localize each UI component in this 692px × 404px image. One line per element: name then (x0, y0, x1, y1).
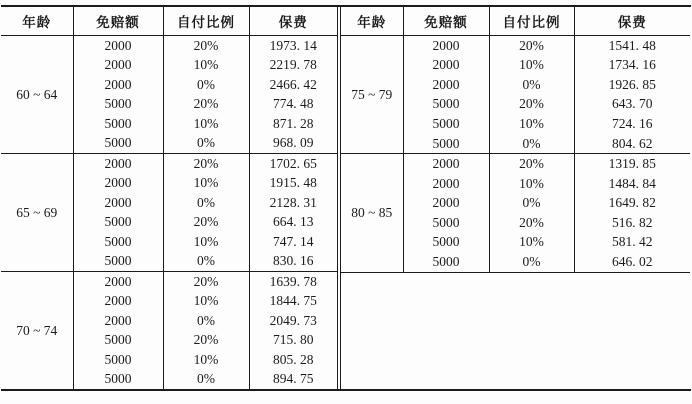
cell-deductible: 5000 (403, 114, 489, 134)
cell-copay-ratio: 20% (163, 213, 249, 232)
cell-deductible: 5000 (403, 213, 489, 233)
cell-deductible: 2000 (73, 154, 163, 174)
cell-deductible: 2000 (73, 174, 163, 193)
col-header-copay-ratio: 自付比例 (163, 7, 249, 36)
cell-copay-ratio: 0% (163, 133, 249, 153)
cell-premium: 968. 09 (249, 133, 337, 153)
cell-deductible: 5000 (73, 251, 163, 271)
cell-premium: 1702. 65 (249, 154, 337, 174)
cell-copay-ratio: 10% (163, 56, 249, 75)
cell-deductible: 2000 (403, 174, 489, 194)
cell-deductible: 5000 (73, 370, 163, 389)
col-header-premium: 保费 (574, 7, 690, 36)
cell-deductible: 2000 (403, 36, 489, 56)
cell-premium: 1973. 14 (249, 36, 337, 56)
cell-copay-ratio: 0% (489, 194, 574, 214)
cell-deductible: 2000 (73, 311, 163, 330)
cell-premium: 1926. 85 (574, 75, 690, 95)
cell-copay-ratio: 10% (489, 174, 574, 194)
table-row (1, 154, 337, 174)
cell-premium: 643. 70 (574, 95, 690, 115)
cell-deductible: 2000 (403, 56, 489, 76)
cell-copay-ratio: 20% (163, 36, 249, 56)
cell-premium: 1915. 48 (249, 174, 337, 193)
cell-premium: 1484. 84 (574, 174, 690, 194)
col-header-deductible: 免赔额 (73, 7, 163, 36)
cell-premium: 2466. 42 (249, 75, 337, 94)
cell-premium: 1319. 85 (574, 154, 690, 174)
table-row (341, 154, 690, 174)
premium-table-left-half (1, 7, 337, 389)
cell-deductible: 2000 (73, 272, 163, 292)
cell-premium: 2128. 31 (249, 193, 337, 212)
cell-copay-ratio: 10% (163, 174, 249, 193)
cell-premium: 830. 16 (249, 251, 337, 271)
cell-deductible: 5000 (73, 232, 163, 251)
cell-premium: 2049. 73 (249, 311, 337, 330)
age-group-label: 65 ~ 69 (1, 154, 73, 272)
header-row (341, 7, 690, 36)
col-header-premium: 保费 (249, 7, 337, 36)
header-row (1, 7, 337, 36)
cell-premium: 581. 42 (574, 233, 690, 253)
cell-copay-ratio: 0% (163, 193, 249, 212)
cell-deductible: 5000 (73, 114, 163, 133)
cell-premium: 2219. 78 (249, 56, 337, 75)
cell-premium: 664. 13 (249, 213, 337, 232)
cell-copay-ratio: 20% (489, 154, 574, 174)
premium-rate-table (1, 5, 691, 391)
cell-copay-ratio: 20% (163, 272, 249, 292)
cell-premium: 1649. 82 (574, 194, 690, 214)
cell-premium: 747. 14 (249, 232, 337, 251)
cell-premium: 1541. 48 (574, 36, 690, 56)
age-group-label: 70 ~ 74 (1, 272, 73, 389)
cell-deductible: 2000 (73, 193, 163, 212)
cell-copay-ratio: 10% (489, 233, 574, 253)
cell-deductible: 2000 (403, 75, 489, 95)
cell-deductible: 5000 (403, 95, 489, 115)
col-header-age: 年龄 (341, 7, 403, 36)
cell-premium: 774. 48 (249, 95, 337, 114)
cell-copay-ratio: 0% (163, 311, 249, 330)
cell-copay-ratio: 20% (489, 95, 574, 115)
cell-deductible: 2000 (403, 154, 489, 174)
cell-copay-ratio: 10% (163, 350, 249, 369)
cell-deductible: 5000 (73, 95, 163, 114)
cell-copay-ratio: 10% (163, 114, 249, 133)
cell-premium: 871. 28 (249, 114, 337, 133)
cell-copay-ratio: 0% (489, 252, 574, 272)
cell-copay-ratio: 20% (163, 95, 249, 114)
cell-deductible: 2000 (73, 75, 163, 94)
cell-copay-ratio: 0% (163, 370, 249, 389)
cell-deductible: 5000 (403, 252, 489, 272)
cell-premium: 1844. 75 (249, 292, 337, 311)
col-header-age: 年龄 (1, 7, 73, 36)
age-group-label: 75 ~ 79 (351, 86, 393, 102)
age-group-label: 80 ~ 85 (341, 154, 403, 273)
cell-deductible: 2000 (73, 56, 163, 75)
cell-copay-ratio: 20% (163, 154, 249, 174)
premium-table-right-half (341, 7, 690, 273)
cell-deductible: 5000 (73, 350, 163, 369)
cell-premium: 1734. 16 (574, 56, 690, 76)
cell-premium: 1639. 78 (249, 272, 337, 292)
cell-premium: 646. 02 (574, 252, 690, 272)
col-header-copay-ratio: 自付比例 (489, 7, 574, 36)
cell-premium: 805. 28 (249, 350, 337, 369)
cell-premium: 516. 82 (574, 213, 690, 233)
cell-copay-ratio: 0% (163, 75, 249, 94)
table-row (1, 272, 337, 292)
cell-deductible: 5000 (403, 134, 489, 154)
cell-deductible: 5000 (73, 133, 163, 153)
col-header-deductible: 免赔额 (403, 7, 489, 36)
cell-copay-ratio: 0% (489, 75, 574, 95)
age-group-label: 60 ~ 64 (16, 86, 58, 102)
cell-copay-ratio: 20% (489, 213, 574, 233)
cell-deductible: 5000 (403, 233, 489, 253)
cell-copay-ratio: 0% (163, 251, 249, 271)
cell-premium: 724. 16 (574, 114, 690, 134)
cell-copay-ratio: 10% (489, 114, 574, 134)
cell-copay-ratio: 10% (163, 292, 249, 311)
cell-premium: 715. 80 (249, 331, 337, 350)
cell-copay-ratio: 10% (489, 56, 574, 76)
table-row (341, 36, 690, 56)
cell-deductible: 2000 (73, 36, 163, 56)
cell-deductible: 5000 (73, 331, 163, 350)
cell-premium: 894. 75 (249, 370, 337, 389)
cell-premium: 804. 62 (574, 134, 690, 154)
cell-copay-ratio: 0% (489, 134, 574, 154)
cell-deductible: 2000 (403, 194, 489, 214)
cell-copay-ratio: 20% (163, 331, 249, 350)
table-row (1, 36, 337, 56)
cell-copay-ratio: 20% (489, 36, 574, 56)
cell-copay-ratio: 10% (163, 232, 249, 251)
cell-deductible: 2000 (73, 292, 163, 311)
cell-deductible: 5000 (73, 213, 163, 232)
